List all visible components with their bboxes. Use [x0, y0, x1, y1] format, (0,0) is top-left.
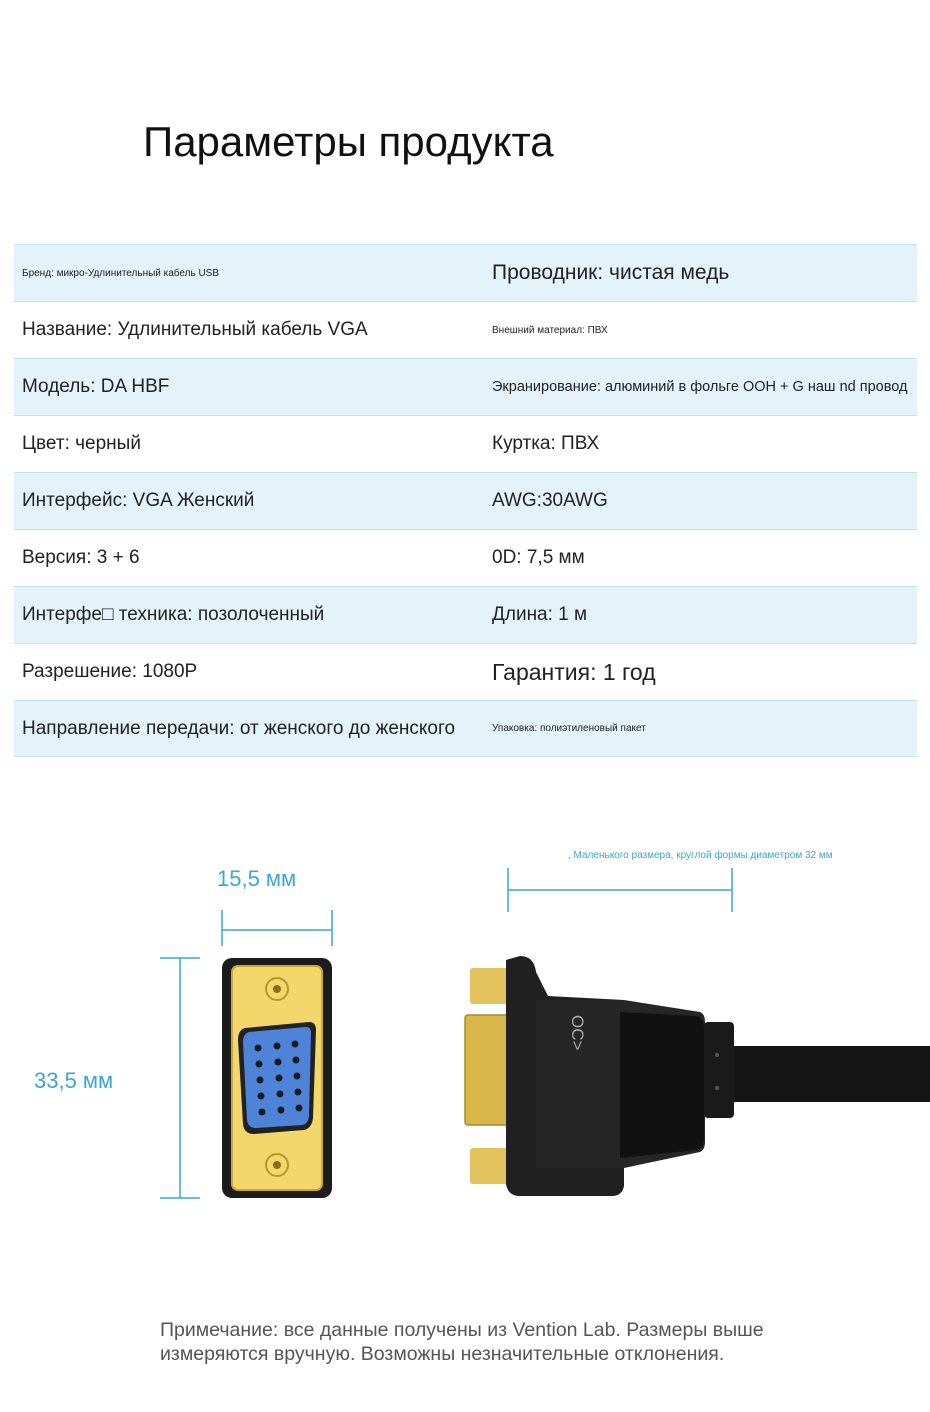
spec-plating: Интерфе□ техника: позолоченный	[22, 604, 325, 625]
connector-marking: OC>	[568, 1015, 587, 1051]
spec-color: Цвет: черный	[22, 433, 141, 454]
page-title: Параметры продукта	[143, 118, 554, 165]
diameter-note: , Маленького размера, круглой формы диаметром 32 мм	[568, 850, 833, 861]
vga-side-view	[465, 956, 930, 1196]
footnote: Примечание: все данные получены из Vention Lab. Размеры выше измеряются вручную. Возможны незначительные отклонения.	[160, 1319, 764, 1365]
spec-brand: Бренд: микро-Удлинительный кабель USB	[22, 267, 220, 279]
spec-resolution: Разрешение: 1080P	[22, 661, 198, 682]
spec-conductor: Проводник: чистая медь	[492, 261, 730, 284]
spec-model: Модель: DA HBF	[22, 376, 170, 397]
spec-od: 0D: 7,5 мм	[492, 547, 585, 568]
spec-packaging: Упаковка: полиэтиленовый пакет	[492, 723, 646, 734]
spec-version: Версия: 3 + 6	[22, 547, 140, 568]
width-dimension-label: 15,5 мм	[217, 866, 297, 891]
spec-name: Название: Удлинительный кабель VGA	[22, 319, 368, 340]
spec-outer-material: Внешний материал: ПВХ	[492, 324, 608, 336]
spec-length: Длина: 1 м	[492, 604, 588, 625]
vga-front-view	[222, 958, 332, 1198]
spec-direction: Направление передачи: от женского до женского	[22, 717, 456, 739]
height-dimension-label: 33,5 мм	[34, 1068, 114, 1093]
spec-jacket: Куртка: ПВХ	[492, 433, 600, 454]
spec-shielding: Экранирование: алюминий в фольге ООН + G наш nd провод	[492, 379, 908, 395]
spec-warranty: Гарантия: 1 год	[492, 658, 656, 685]
spec-interface: Интерфейс: VGA Женский	[22, 490, 255, 511]
spec-awg: AWG:30AWG	[492, 490, 608, 511]
